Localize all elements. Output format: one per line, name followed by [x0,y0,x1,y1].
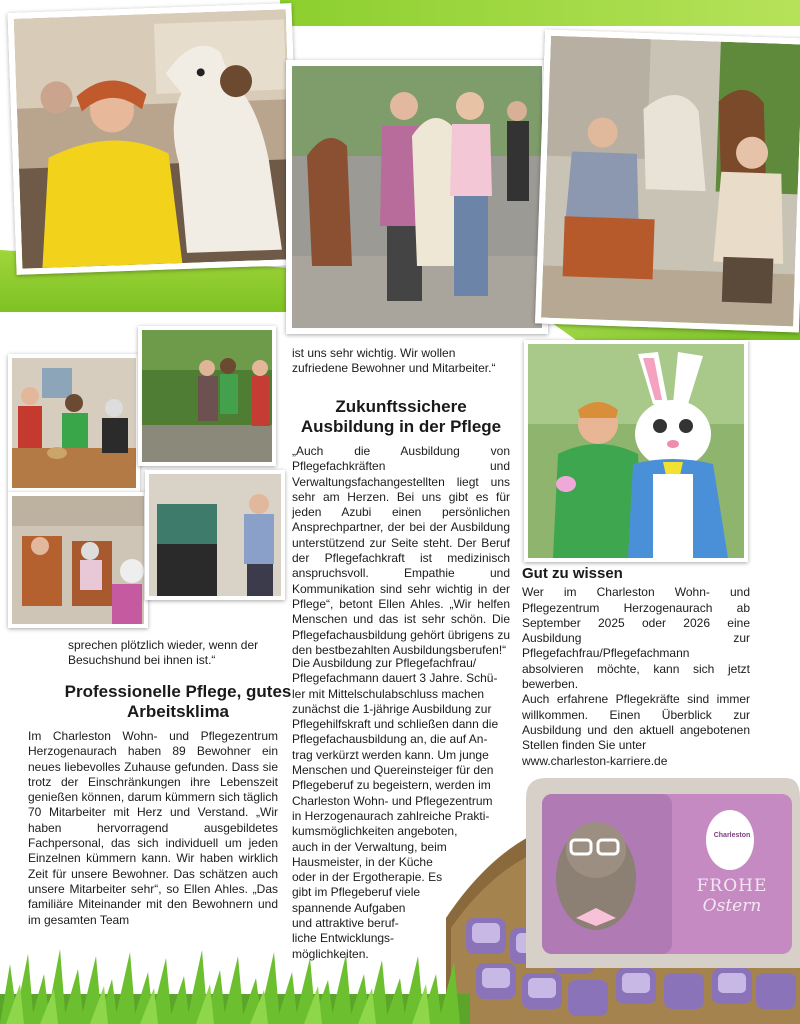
col1-continuation-text: sprechen plötzlich wieder, wenn der Besuchshund bei ihnen ist.“ [68,638,259,668]
eggbox-brand-label [710,832,754,839]
col2-line: möglichkeiten. [292,946,369,961]
col2-line: gibt im Pflegeberuf viele [292,885,421,900]
col2-line: Pflegehilfskraft und schließen dann die [292,717,499,732]
col1-body [28,729,278,928]
green-band-top [280,0,800,26]
eggbox-greeting-line1: FROHE [696,876,768,896]
info-box-gut-zu-wissen [522,566,750,769]
photo-garden-walk [138,326,276,466]
col2-line: Pflegefachmann dauert 3 Jahre. Schü- [292,671,498,686]
col1-heading-block [44,682,312,722]
col2-continuation-text: ist uns sehr wichtig. Wir wollen zufriedene Bewohner und Mitarbeiter.“ [292,346,496,376]
col2-line: oder in der Ergotherapie. Es [292,870,443,885]
eggbox-greeting [682,876,782,916]
col2-line: Hausmeister, in der Küche [292,854,433,869]
photo-alpaca-visit-lounge [8,3,301,275]
heading-gut-zu-wissen: Gut zu wissen [522,565,623,582]
photo-dog-visit-table [8,354,140,492]
col2-line: liche Entwicklungs- [292,931,395,946]
heading-zukunftssichere-ausbildung: Zukunftssichere Ausbildung in der Pflege [300,397,502,436]
col2-body-text: „Auch die Ausbildung von Pflegefachkräften und Verwaltungsfachangestellten liegt uns sehr am Herzen. Bei uns gibt es für jeden Azubi einen persönlichen Ansprechpartner, der bei der Ausbildung unterstützend zur Seite steht. Der Beruf der Pflegefachkraft ist medizinisch anspruchsvoll. Empathie und Kommunikation sind sehr wichtig in der Pflege“, betont Ellen Ahles. „Wir helfen Menschen und das ist sehr schön. Die Pflegefachausbildung gehört übrigens zu den bestbezahlten Ausbildungsberufen!“ [292,444,510,657]
col2-line: spannende Aufgaben [292,900,406,915]
easter-egg-box-image [446,768,800,1024]
photo-alpacas-garden-seniors [535,29,800,332]
eggbox-brand-text: Charleston [713,832,751,839]
eggbox-greeting-line2: Ostern [702,896,762,916]
col2-line: zunächst die 1-jährige Ausbildung zur [292,701,492,716]
col2-line: und attraktive beruf- [292,916,399,931]
photo-alpacas-terrace [286,60,548,334]
heading-professionelle-pflege: Professionelle Pflege, gutes Arbeitsklima [64,682,292,721]
col2-heading-block [292,397,510,437]
col2-body [292,444,510,658]
col2-line: Die Ausbildung zur Pflegefachfrau/ [292,656,477,670]
photo-aquarium-visit [145,470,285,600]
col2-line: ler mit Mittelschulabschluss machen [292,686,485,701]
col2-line: Pflegefachausbildung an, die auf An- [292,732,488,747]
col2-line: Pflegeberuf zu begeistern, werden im [292,778,491,793]
col1-continuation [68,638,280,669]
col2-continuation [292,346,510,377]
col2-line: Charleston Wohn- und Pflegezentrum [292,793,493,808]
grass-decoration [0,944,470,1024]
col1-body-text: Im Charleston Wohn- und Pflegezentrum Herzogenaurach haben 89 Bewohner ein neues liebevolles Zuhause gefunden. Dass sie trotz der Einschränkungen ihre Lebenszeit genießen können, darum kümmern sich täglich 70 Mitarbeiter mit Herz und Verstand. „Wir haben hervorragend ausgebildetes Fachpersonal, das sich individuell um jeden Einzelnen kümmern kann. Wir haben wirklich Zeit für unsere Bewohner. Das schätzen auch unsere Mitarbeiter sehr“, so Ellen Ahles. „Das familiäre Miteinander mit den Bewohnern und im gesamten Team [28,729,278,927]
col2-line: kumsmöglichkeiten angeboten, [292,824,458,839]
col2-line: trag verkürzt werden kann. Um junge [292,747,489,762]
col2-line: auch in der Verwaltung, beim [292,839,447,854]
photo-easter-bunny [524,340,748,562]
col2-line: in Herzogenaurach zahlreiche Prakti- [292,808,490,823]
photo-seniors-chairs [8,492,148,628]
info-para-2: Auch erfahrene Pflegekräfte sind immer willkommen. Einen Überblick zur Ausbildung und den aktuell angebotenen Stellen finden Sie unter [522,692,750,753]
career-website-link[interactable]: www.charleston-karriere.de [522,753,668,768]
info-para-1: Wer im Charleston Wohn- und Pflegezentrum Herzogenaurach ab September 2025 oder 2026 eine Ausbildung zur Pflegefachfrau/Pflegefachmann absolvieren möchte, kann sich jetzt bewerben. [522,585,750,692]
col2-line: Menschen und Quereinsteiger für den [292,763,494,778]
